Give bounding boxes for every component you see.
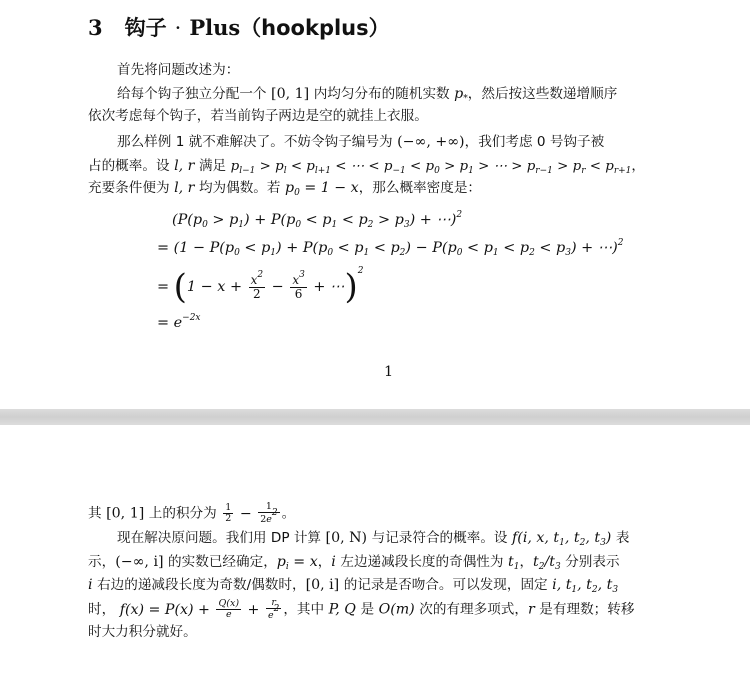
page-number: 1 bbox=[384, 364, 394, 380]
paragraph-model-line1: 给每个钩子独立分配一个 [0, 1] 内均匀分布的随机实数 $p_*$，然后按这些数递增顺序 bbox=[117, 86, 618, 104]
math-p-star: $p_*$ bbox=[454, 86, 468, 104]
math-interval: [0, 1] bbox=[271, 86, 310, 102]
math-fx: f(x) = P(x) + $\frac{Q(x)}{e}$ + $\frac{r}{e^2}$ bbox=[119, 597, 280, 621]
paragraph-dp-line3: i 右边的递减段长度为奇数/偶数时，[0, i] 的记录是否吻合。可以发现，固定 i, $t_1$, $t_2$, $t_3$ bbox=[88, 577, 619, 595]
section-title-cn: 钩子 bbox=[124, 16, 167, 40]
page-separator bbox=[0, 409, 750, 425]
math-range: (−∞, +∞) bbox=[397, 134, 465, 150]
paragraph-dp-line5: 时大力积分就好。 bbox=[88, 624, 197, 640]
section-number: 3 bbox=[88, 15, 103, 40]
section-heading bbox=[88, 12, 390, 42]
math-lr: l, r bbox=[174, 158, 195, 174]
paragraph-dp-line4: 时， f(x) = P(x) + $\frac{Q(x)}{e}$ + $\frac{r}{e^2}$ ，其中 P, Q 是 O(m) 次的有理多项式，r 是有理数；转移 bbox=[88, 597, 635, 621]
math-chain: $p_{l-1} > p_l < p_{l+1}$ < ⋯ < $p_{-1} < p_0 > p_1$ > ⋯ > $p_{r-1} > p_r < p_{r+1}$ bbox=[230, 159, 632, 176]
paragraph-dp-line1: 现在解决原问题。我们用 DP 计算 [0, N) 与记录符合的概率。设 f(i, x, $t_1$, $t_2$, $t_3$) 表 bbox=[117, 530, 630, 548]
paragraph-sample-line3: 充要条件便为 l, r 均为偶数。若 $p_0 = 1 - x$，那么概率密度是： bbox=[88, 180, 482, 198]
math-dp-state: f(i, x, $t_1$, $t_2$, $t_3$) bbox=[512, 530, 612, 548]
math-integral-value: $\frac{1}{2}$ − $\frac{1}{2e^2}$ bbox=[225, 501, 278, 525]
equation-line-4: = $e^{-2x}$ bbox=[157, 313, 201, 331]
equation-line-3: = (1 − x + $\frac{x^2}{2}$ − $\frac{x^3}{6}$ + ⋯)$^2$ bbox=[157, 266, 364, 307]
section-title-en: Plus bbox=[189, 15, 241, 40]
math-p0: $p_0 = 1 - x$ bbox=[285, 180, 359, 198]
paragraph-model-line2: 依次考虑每个钩子，若当前钩子两边是空的就挂上衣服。 bbox=[88, 108, 428, 124]
equation-line-1: ($P(p_0 > p_1) + P(p_0 < p_1 < p_2 > p_3)$ + ⋯)$^2$ bbox=[172, 210, 463, 230]
paragraph-integral: 其 [0, 1] 上的积分为 $\frac{1}{2}$ − $\frac{1}{2e^2}$ 。 bbox=[88, 501, 296, 525]
paragraph-sample-line2: 占的概率。设 l, r 满足 $p_{l-1} > p_l < p_{l+1}$ < ⋯ < $p_{-1} < p_0 > p_1$ > ⋯ > $p_{r-1} > p_r < p_{r+1}$， bbox=[88, 158, 645, 176]
paragraph-sample-line1: 那么样例 1 就不难解决了。不妨令钩子编号为 (−∞, +∞)，我们考虑 0 号钩子被 bbox=[117, 134, 605, 150]
paragraph-dp-line2: 示，(−∞, i] 的实数已经确定，$p_i = x$，i 左边递减段长度的奇偶性为 $t_1$，$t_2/t_3$ 分别表示 bbox=[88, 554, 620, 572]
equation-line-2: = ($1 - P(p_0 < p_1) + P(p_0 < p_1 < p_2) - P(p_0 < p_1 < p_2 < p_3)$ + ⋯)$^2$ bbox=[157, 238, 624, 258]
section-title-paren: （hookplus） bbox=[240, 16, 390, 40]
paragraph-restate: 首先将问题改述为： bbox=[117, 62, 240, 78]
section-title-dot: · bbox=[174, 16, 182, 40]
